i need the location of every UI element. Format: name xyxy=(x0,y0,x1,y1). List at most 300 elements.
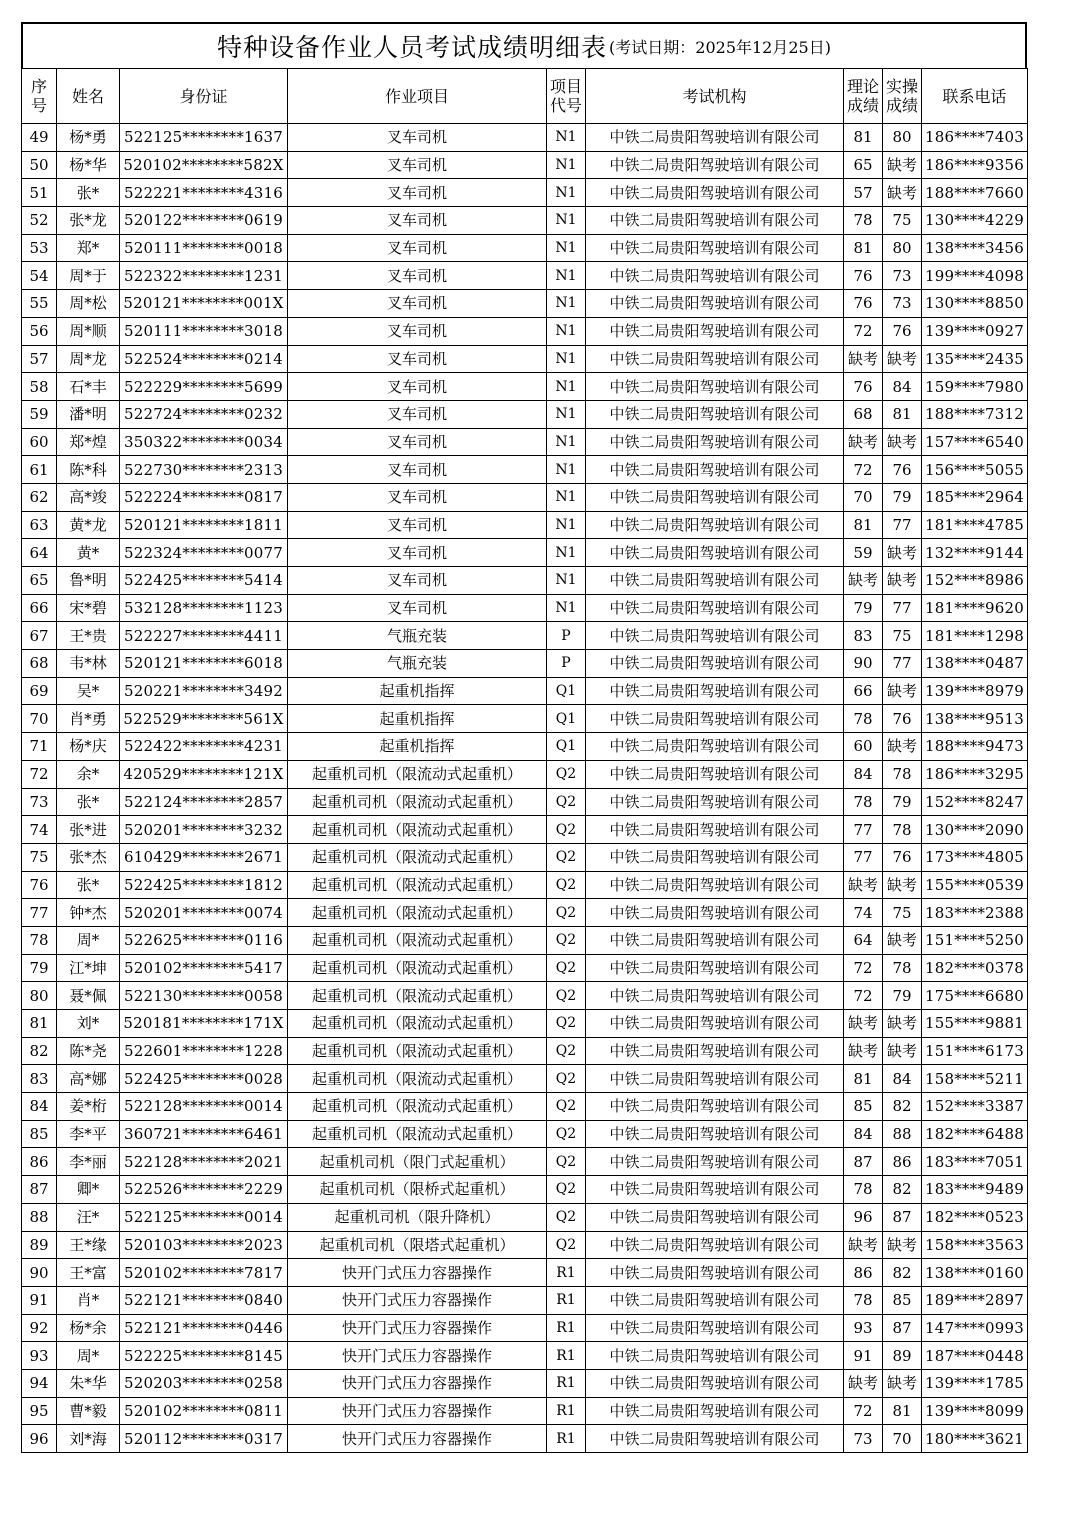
row-tel: 156****5055 xyxy=(922,456,1028,484)
row-id: 520121********001X xyxy=(120,290,288,318)
row-practice: 缺考 xyxy=(883,428,922,456)
row-job: 起重机司机（限流动式起重机） xyxy=(288,1120,547,1148)
row-id: 522425********5414 xyxy=(120,567,288,595)
row-name: 宋*碧 xyxy=(57,594,120,622)
table-row xyxy=(22,290,1028,318)
header-practice: 实操 成绩 xyxy=(883,69,922,124)
row-no: 75 xyxy=(22,843,57,871)
score-table xyxy=(21,68,1028,1453)
row-name: 周*松 xyxy=(57,290,120,318)
row-theory: 72 xyxy=(844,456,883,484)
row-id: 520112********0317 xyxy=(120,1425,288,1453)
row-id: 522524********0214 xyxy=(120,345,288,373)
row-practice: 缺考 xyxy=(883,1231,922,1259)
row-org: 中铁二局贵阳驾驶培训有限公司 xyxy=(586,954,844,982)
row-id: 522724********0232 xyxy=(120,400,288,428)
row-job: 叉车司机 xyxy=(288,262,547,290)
table-body xyxy=(22,124,1028,1453)
row-code: N1 xyxy=(547,483,586,511)
row-org: 中铁二局贵阳驾驶培训有限公司 xyxy=(586,1425,844,1453)
row-practice: 75 xyxy=(883,622,922,650)
row-name: 江*坤 xyxy=(57,954,120,982)
row-id: 420529********121X xyxy=(120,760,288,788)
row-tel: 181****4785 xyxy=(922,511,1028,539)
row-theory: 66 xyxy=(844,677,883,705)
table-row xyxy=(22,567,1028,595)
row-code: R1 xyxy=(547,1342,586,1370)
row-name: 姜*桁 xyxy=(57,1093,120,1121)
row-no: 69 xyxy=(22,677,57,705)
row-id: 522324********0077 xyxy=(120,539,288,567)
header-name: 姓名 xyxy=(57,69,120,124)
row-theory: 81 xyxy=(844,234,883,262)
row-theory: 73 xyxy=(844,1425,883,1453)
row-practice: 缺考 xyxy=(883,179,922,207)
row-theory: 76 xyxy=(844,290,883,318)
row-practice: 87 xyxy=(883,1314,922,1342)
row-name: 张* xyxy=(57,871,120,899)
row-code: N1 xyxy=(547,234,586,262)
row-job: 快开门式压力容器操作 xyxy=(288,1342,547,1370)
table-row xyxy=(22,345,1028,373)
table-row xyxy=(22,207,1028,235)
row-job: 起重机司机（限流动式起重机） xyxy=(288,1010,547,1038)
row-practice: 缺考 xyxy=(883,1369,922,1397)
row-tel: 182****6488 xyxy=(922,1120,1028,1148)
row-code: N1 xyxy=(547,373,586,401)
row-name: 曹*毅 xyxy=(57,1397,120,1425)
row-code: N1 xyxy=(547,262,586,290)
row-code: N1 xyxy=(547,179,586,207)
row-theory: 81 xyxy=(844,511,883,539)
row-id: 522625********0116 xyxy=(120,926,288,954)
table-row xyxy=(22,179,1028,207)
row-practice: 77 xyxy=(883,594,922,622)
row-job: 起重机司机（限流动式起重机） xyxy=(288,899,547,927)
row-no: 88 xyxy=(22,1203,57,1231)
row-theory: 72 xyxy=(844,982,883,1010)
row-job: 快开门式压力容器操作 xyxy=(288,1425,547,1453)
row-theory: 90 xyxy=(844,650,883,678)
row-id: 360721********6461 xyxy=(120,1120,288,1148)
row-org: 中铁二局贵阳驾驶培训有限公司 xyxy=(586,982,844,1010)
row-org: 中铁二局贵阳驾驶培训有限公司 xyxy=(586,124,844,152)
row-code: Q1 xyxy=(547,733,586,761)
row-org: 中铁二局贵阳驾驶培训有限公司 xyxy=(586,1120,844,1148)
row-theory: 81 xyxy=(844,1065,883,1093)
row-tel: 186****9356 xyxy=(922,151,1028,179)
row-job: 起重机指挥 xyxy=(288,733,547,761)
row-theory: 57 xyxy=(844,179,883,207)
row-job: 叉车司机 xyxy=(288,511,547,539)
row-theory: 78 xyxy=(844,705,883,733)
row-code: Q2 xyxy=(547,1065,586,1093)
header-job: 作业项目 xyxy=(288,69,547,124)
row-no: 74 xyxy=(22,816,57,844)
row-tel: 185****2964 xyxy=(922,483,1028,511)
row-name: 刘*海 xyxy=(57,1425,120,1453)
table-row xyxy=(22,317,1028,345)
row-job: 快开门式压力容器操作 xyxy=(288,1369,547,1397)
row-name: 陈*科 xyxy=(57,456,120,484)
row-no: 58 xyxy=(22,373,57,401)
table-row xyxy=(22,1231,1028,1259)
row-id: 522601********1228 xyxy=(120,1037,288,1065)
row-id: 520201********0074 xyxy=(120,899,288,927)
row-code: R1 xyxy=(547,1314,586,1342)
row-org: 中铁二局贵阳驾驶培训有限公司 xyxy=(586,539,844,567)
row-code: Q2 xyxy=(547,926,586,954)
row-no: 63 xyxy=(22,511,57,539)
row-no: 62 xyxy=(22,483,57,511)
row-practice: 79 xyxy=(883,982,922,1010)
row-id: 522225********8145 xyxy=(120,1342,288,1370)
row-tel: 147****0993 xyxy=(922,1314,1028,1342)
table-row xyxy=(22,760,1028,788)
row-practice: 缺考 xyxy=(883,345,922,373)
table-row xyxy=(22,1259,1028,1287)
table-row xyxy=(22,456,1028,484)
row-code: Q1 xyxy=(547,677,586,705)
row-id: 522227********4411 xyxy=(120,622,288,650)
row-no: 59 xyxy=(22,400,57,428)
row-job: 叉车司机 xyxy=(288,594,547,622)
row-name: 郑*煌 xyxy=(57,428,120,456)
row-theory: 64 xyxy=(844,926,883,954)
row-tel: 182****0378 xyxy=(922,954,1028,982)
table-row xyxy=(22,594,1028,622)
table-row xyxy=(22,622,1028,650)
row-org: 中铁二局贵阳驾驶培训有限公司 xyxy=(586,262,844,290)
row-practice: 78 xyxy=(883,954,922,982)
row-code: Q2 xyxy=(547,760,586,788)
score-sheet xyxy=(21,22,1027,1453)
row-theory: 84 xyxy=(844,760,883,788)
row-tel: 139****8099 xyxy=(922,1397,1028,1425)
row-theory: 91 xyxy=(844,1342,883,1370)
row-code: Q2 xyxy=(547,1120,586,1148)
row-tel: 139****8979 xyxy=(922,677,1028,705)
row-job: 叉车司机 xyxy=(288,151,547,179)
row-no: 67 xyxy=(22,622,57,650)
row-name: 韦*林 xyxy=(57,650,120,678)
row-theory: 77 xyxy=(844,816,883,844)
row-tel: 173****4805 xyxy=(922,843,1028,871)
row-no: 53 xyxy=(22,234,57,262)
row-name: 张* xyxy=(57,179,120,207)
table-row xyxy=(22,1286,1028,1314)
header-no: 序 号 xyxy=(22,69,57,124)
row-no: 78 xyxy=(22,926,57,954)
row-id: 520102********0811 xyxy=(120,1397,288,1425)
row-practice: 78 xyxy=(883,816,922,844)
row-org: 中铁二局贵阳驾驶培训有限公司 xyxy=(586,705,844,733)
header-theory: 理论 成绩 xyxy=(844,69,883,124)
row-org: 中铁二局贵阳驾驶培训有限公司 xyxy=(586,317,844,345)
row-org: 中铁二局贵阳驾驶培训有限公司 xyxy=(586,733,844,761)
row-id: 522425********1812 xyxy=(120,871,288,899)
row-id: 520181********171X xyxy=(120,1010,288,1038)
row-no: 70 xyxy=(22,705,57,733)
row-org: 中铁二局贵阳驾驶培训有限公司 xyxy=(586,456,844,484)
table-row xyxy=(22,871,1028,899)
exam-date: (考试日期：2025年12月25日) xyxy=(609,37,831,57)
row-theory: 缺考 xyxy=(844,1037,883,1065)
row-name: 周*龙 xyxy=(57,345,120,373)
row-job: 起重机司机（限流动式起重机） xyxy=(288,816,547,844)
row-tel: 151****5250 xyxy=(922,926,1028,954)
row-theory: 81 xyxy=(844,124,883,152)
header-org: 考试机构 xyxy=(586,69,844,124)
row-tel: 183****9489 xyxy=(922,1176,1028,1204)
row-org: 中铁二局贵阳驾驶培训有限公司 xyxy=(586,788,844,816)
row-job: 起重机司机（限流动式起重机） xyxy=(288,843,547,871)
table-row xyxy=(22,1010,1028,1038)
row-theory: 72 xyxy=(844,317,883,345)
row-tel: 152****8986 xyxy=(922,567,1028,595)
table-row xyxy=(22,650,1028,678)
row-name: 张*龙 xyxy=(57,207,120,235)
row-tel: 138****0487 xyxy=(922,650,1028,678)
row-no: 76 xyxy=(22,871,57,899)
table-row xyxy=(22,400,1028,428)
row-tel: 130****2090 xyxy=(922,816,1028,844)
row-tel: 152****3387 xyxy=(922,1093,1028,1121)
row-no: 49 xyxy=(22,124,57,152)
row-name: 王*富 xyxy=(57,1259,120,1287)
row-theory: 缺考 xyxy=(844,428,883,456)
row-name: 李*平 xyxy=(57,1120,120,1148)
table-row xyxy=(22,899,1028,927)
row-name: 周*于 xyxy=(57,262,120,290)
row-theory: 缺考 xyxy=(844,345,883,373)
row-tel: 152****8247 xyxy=(922,788,1028,816)
table-row xyxy=(22,1148,1028,1176)
title-main: 特种设备作业人员考试成绩明细表 xyxy=(217,33,608,62)
row-name: 汪* xyxy=(57,1203,120,1231)
row-name: 周* xyxy=(57,926,120,954)
row-org: 中铁二局贵阳驾驶培训有限公司 xyxy=(586,816,844,844)
row-job: 叉车司机 xyxy=(288,428,547,456)
row-job: 叉车司机 xyxy=(288,179,547,207)
row-no: 81 xyxy=(22,1010,57,1038)
table-row xyxy=(22,982,1028,1010)
row-job: 快开门式压力容器操作 xyxy=(288,1314,547,1342)
row-org: 中铁二局贵阳驾驶培训有限公司 xyxy=(586,1397,844,1425)
row-name: 钟*杰 xyxy=(57,899,120,927)
row-org: 中铁二局贵阳驾驶培训有限公司 xyxy=(586,483,844,511)
row-id: 522730********2313 xyxy=(120,456,288,484)
row-tel: 138****0160 xyxy=(922,1259,1028,1287)
row-job: 叉车司机 xyxy=(288,567,547,595)
row-org: 中铁二局贵阳驾驶培训有限公司 xyxy=(586,345,844,373)
row-practice: 缺考 xyxy=(883,567,922,595)
row-practice: 76 xyxy=(883,843,922,871)
row-name: 高*竣 xyxy=(57,483,120,511)
row-org: 中铁二局贵阳驾驶培训有限公司 xyxy=(586,1037,844,1065)
row-practice: 82 xyxy=(883,1259,922,1287)
row-theory: 59 xyxy=(844,539,883,567)
row-no: 82 xyxy=(22,1037,57,1065)
row-id: 522425********0028 xyxy=(120,1065,288,1093)
row-name: 聂*佩 xyxy=(57,982,120,1010)
row-no: 64 xyxy=(22,539,57,567)
row-id: 520203********0258 xyxy=(120,1369,288,1397)
row-name: 朱*华 xyxy=(57,1369,120,1397)
row-no: 94 xyxy=(22,1369,57,1397)
row-org: 中铁二局贵阳驾驶培训有限公司 xyxy=(586,1342,844,1370)
row-no: 68 xyxy=(22,650,57,678)
row-org: 中铁二局贵阳驾驶培训有限公司 xyxy=(586,511,844,539)
row-id: 532128********1123 xyxy=(120,594,288,622)
table-row xyxy=(22,733,1028,761)
row-practice: 缺考 xyxy=(883,871,922,899)
row-name: 张* xyxy=(57,788,120,816)
row-id: 520102********5417 xyxy=(120,954,288,982)
row-org: 中铁二局贵阳驾驶培训有限公司 xyxy=(586,1314,844,1342)
row-org: 中铁二局贵阳驾驶培训有限公司 xyxy=(586,400,844,428)
row-tel: 155****0539 xyxy=(922,871,1028,899)
table-row xyxy=(22,1314,1028,1342)
row-no: 51 xyxy=(22,179,57,207)
row-no: 56 xyxy=(22,317,57,345)
row-id: 520121********1811 xyxy=(120,511,288,539)
row-tel: 199****4098 xyxy=(922,262,1028,290)
row-name: 张*进 xyxy=(57,816,120,844)
row-theory: 78 xyxy=(844,207,883,235)
row-practice: 89 xyxy=(883,1342,922,1370)
row-practice: 缺考 xyxy=(883,1037,922,1065)
row-tel: 180****3621 xyxy=(922,1425,1028,1453)
row-name: 杨*华 xyxy=(57,151,120,179)
row-id: 522221********4316 xyxy=(120,179,288,207)
row-practice: 80 xyxy=(883,234,922,262)
row-tel: 157****6540 xyxy=(922,428,1028,456)
row-id: 520103********2023 xyxy=(120,1231,288,1259)
row-no: 90 xyxy=(22,1259,57,1287)
row-practice: 77 xyxy=(883,650,922,678)
row-no: 89 xyxy=(22,1231,57,1259)
table-row xyxy=(22,373,1028,401)
row-theory: 缺考 xyxy=(844,1231,883,1259)
row-job: 叉车司机 xyxy=(288,400,547,428)
row-code: R1 xyxy=(547,1259,586,1287)
row-id: 520122********0619 xyxy=(120,207,288,235)
row-no: 73 xyxy=(22,788,57,816)
table-row xyxy=(22,262,1028,290)
row-theory: 78 xyxy=(844,788,883,816)
row-code: N1 xyxy=(547,456,586,484)
row-org: 中铁二局贵阳驾驶培训有限公司 xyxy=(586,373,844,401)
row-code: P xyxy=(547,622,586,650)
row-name: 黄*龙 xyxy=(57,511,120,539)
row-code: Q2 xyxy=(547,899,586,927)
row-name: 杨*庆 xyxy=(57,733,120,761)
row-org: 中铁二局贵阳驾驶培训有限公司 xyxy=(586,151,844,179)
row-practice: 84 xyxy=(883,1065,922,1093)
row-org: 中铁二局贵阳驾驶培训有限公司 xyxy=(586,650,844,678)
table-row xyxy=(22,1369,1028,1397)
row-code: N1 xyxy=(547,539,586,567)
row-org: 中铁二局贵阳驾驶培训有限公司 xyxy=(586,207,844,235)
table-row xyxy=(22,511,1028,539)
row-no: 86 xyxy=(22,1148,57,1176)
row-job: 叉车司机 xyxy=(288,373,547,401)
row-practice: 76 xyxy=(883,317,922,345)
row-practice: 79 xyxy=(883,483,922,511)
row-org: 中铁二局贵阳驾驶培训有限公司 xyxy=(586,843,844,871)
row-practice: 81 xyxy=(883,400,922,428)
row-tel: 130****4229 xyxy=(922,207,1028,235)
row-name: 陈*尧 xyxy=(57,1037,120,1065)
row-id: 610429********2671 xyxy=(120,843,288,871)
table-row xyxy=(22,1065,1028,1093)
row-org: 中铁二局贵阳驾驶培训有限公司 xyxy=(586,1010,844,1038)
row-id: 522529********561X xyxy=(120,705,288,733)
row-name: 卿* xyxy=(57,1176,120,1204)
row-code: Q1 xyxy=(547,705,586,733)
row-tel: 158****5211 xyxy=(922,1065,1028,1093)
row-theory: 86 xyxy=(844,1259,883,1287)
row-id: 522422********4231 xyxy=(120,733,288,761)
row-code: R1 xyxy=(547,1369,586,1397)
row-org: 中铁二局贵阳驾驶培训有限公司 xyxy=(586,594,844,622)
row-practice: 70 xyxy=(883,1425,922,1453)
row-theory: 76 xyxy=(844,262,883,290)
row-job: 叉车司机 xyxy=(288,290,547,318)
row-no: 80 xyxy=(22,982,57,1010)
row-tel: 135****2435 xyxy=(922,345,1028,373)
row-job: 起重机司机（限流动式起重机） xyxy=(288,1093,547,1121)
row-job: 叉车司机 xyxy=(288,345,547,373)
table-row xyxy=(22,1397,1028,1425)
table-row xyxy=(22,1037,1028,1065)
row-code: Q2 xyxy=(547,1093,586,1121)
row-job: 起重机司机（限塔式起重机） xyxy=(288,1231,547,1259)
row-theory: 缺考 xyxy=(844,1369,883,1397)
row-code: Q2 xyxy=(547,1037,586,1065)
row-name: 吴* xyxy=(57,677,120,705)
row-theory: 76 xyxy=(844,373,883,401)
row-practice: 76 xyxy=(883,456,922,484)
row-theory: 85 xyxy=(844,1093,883,1121)
row-theory: 93 xyxy=(844,1314,883,1342)
row-theory: 79 xyxy=(844,594,883,622)
row-job: 起重机司机（限流动式起重机） xyxy=(288,760,547,788)
row-org: 中铁二局贵阳驾驶培训有限公司 xyxy=(586,1369,844,1397)
table-row xyxy=(22,954,1028,982)
row-tel: 130****8850 xyxy=(922,290,1028,318)
row-org: 中铁二局贵阳驾驶培训有限公司 xyxy=(586,1203,844,1231)
row-code: Q2 xyxy=(547,871,586,899)
row-no: 66 xyxy=(22,594,57,622)
row-id: 350322********0034 xyxy=(120,428,288,456)
row-practice: 73 xyxy=(883,262,922,290)
row-name: 鲁*明 xyxy=(57,567,120,595)
table-row xyxy=(22,124,1028,152)
table-row xyxy=(22,1176,1028,1204)
row-job: 叉车司机 xyxy=(288,317,547,345)
row-org: 中铁二局贵阳驾驶培训有限公司 xyxy=(586,290,844,318)
row-practice: 82 xyxy=(883,1176,922,1204)
row-id: 522128********2021 xyxy=(120,1148,288,1176)
row-code: N1 xyxy=(547,511,586,539)
table-row xyxy=(22,926,1028,954)
row-job: 起重机指挥 xyxy=(288,677,547,705)
row-no: 61 xyxy=(22,456,57,484)
row-code: Q2 xyxy=(547,1010,586,1038)
row-name: 王*贵 xyxy=(57,622,120,650)
